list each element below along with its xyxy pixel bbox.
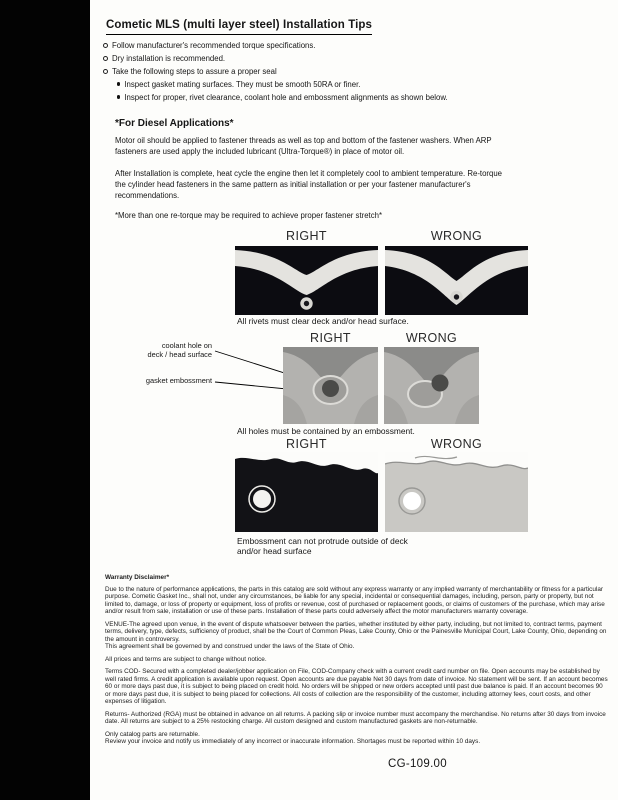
figure1-right-label: RIGHT bbox=[286, 229, 327, 243]
dot-bullet-icon bbox=[117, 95, 120, 98]
list-item bbox=[103, 54, 608, 63]
figure2-wrong-label: WRONG bbox=[405, 331, 458, 345]
coolant-hole-callout bbox=[118, 342, 212, 360]
figure1-wrong-label: WRONG bbox=[430, 229, 483, 243]
list-item bbox=[103, 41, 608, 50]
list-item bbox=[103, 67, 608, 76]
rivet-clearance-wrong-image bbox=[385, 246, 528, 315]
circle-bullet-icon bbox=[103, 56, 108, 61]
coolant-hole-right-image bbox=[283, 347, 378, 424]
callout-line: deck / head surface bbox=[147, 349, 212, 359]
circle-bullet-icon bbox=[103, 69, 108, 74]
warranty-heading: Warranty Disclaimer* bbox=[105, 574, 170, 581]
rivet-clearance-right-image bbox=[235, 246, 378, 315]
page-number: CG-109.00 bbox=[388, 758, 447, 770]
tip-text: Take the following steps to assure a proper seal bbox=[112, 67, 277, 76]
warranty-paragraph: Terms COD- Secured with a completed dealer/jobber application on File, COD-Company check with a current credit card number on file. Open accounts may be established by well rated firms. A credit application is available upon request. Open accounts are due payable Net 30 days from date of invoice. No statement will be sent. If an account becomes 60 or more days past due, it is subject to being placed on credit hold. No orders will be shipped or new orders accepted until past due balance is paid. If an account becomes 90 or more days past due, it is subject to being placed for collections. All costs of collection are the responsibility of the customer, including attorney fees, court costs, and other expenses of litigation. bbox=[105, 668, 608, 705]
warranty-paragraph: Review your invoice and notify us immediately of any incorrect or inaccurate information. Shortages must be reported within 10 days. bbox=[105, 738, 481, 745]
page-title: Cometic MLS (multi layer steel) Installation Tips bbox=[106, 19, 372, 35]
warranty-paragraph: VENUE-The agreed upon venue, in the event of dispute whatsoever between the parties, whether instituted by either party, including, but not limited to, contract terms, payment terms, delivery, type, defects, sufficiency of product, shall be the Court of Common Pleas, Lake County, Ohio or the Painesville Municipal Court, Lake County, Ohio, depending on the amount in controversy. bbox=[105, 620, 607, 643]
tip-text: Follow manufacturer's recommended torque specifications. bbox=[112, 41, 316, 50]
retorque-note: *More than one re-torque may be required to achieve proper fastener stretch* bbox=[115, 211, 382, 220]
tip-text: Dry installation is recommended. bbox=[112, 54, 226, 63]
figure3-wrong-label: WRONG bbox=[430, 437, 483, 451]
diesel-applications-heading: *For Diesel Applications* bbox=[115, 118, 234, 129]
gasket-embossment-callout: gasket embossment bbox=[145, 376, 212, 385]
warranty-paragraph: Due to the nature of performance applications, the parts in this catalog are sold without any express warranty or any implied warranty of merchantability or fitness for a particular purpose. Cometic Gasket Inc., shall not, under any circumstances, be liable for any special, incidental or consequential damages, including, person, party or property, but not limited to, damage, or loss of property or equipment, loss of profits or revenue, cost of purchased or replacement goods, or claims of customers of the purchase, which may arise and/or result from sale, installation or use of these parts. Installation of these parts could adversely affect the motor manufacturers warranty coverage. bbox=[105, 585, 605, 615]
figure2-caption: All holes must be contained by an embossment. bbox=[237, 426, 415, 436]
embossment-right-image bbox=[235, 452, 378, 532]
figure1-caption: All rivets must clear deck and/or head surface. bbox=[237, 316, 409, 326]
figure3-caption bbox=[237, 537, 477, 557]
left-margin-bar bbox=[0, 0, 90, 800]
caption-line: Embossment can not protrude outside of deck bbox=[237, 536, 408, 546]
warranty-paragraph: Only catalog parts are returnable. bbox=[105, 730, 200, 738]
list-item bbox=[117, 80, 608, 89]
warranty-paragraph: Returns- Authorized (RGA) must be obtained in advance on all returns. A packing slip or invoice number must accompany the merchandise. No returns after 30 days from invoice date. All returns are subject to a 25% restocking charge. All custom designed and custom manufactured gaskets are non-returnable. bbox=[105, 710, 606, 725]
diesel-paragraph-1: Motor oil should be applied to fastener threads as well as top and bottom of the fastener washers. When ARP fasteners are used apply the included lubricant (Ultra-Torque®) in place of motor oil. bbox=[115, 136, 492, 156]
figure3-right-label: RIGHT bbox=[286, 437, 327, 451]
tip-text: Inspect for proper, rivet clearance, coolant hole and embossment alignments as shown below. bbox=[124, 93, 448, 102]
coolant-hole-wrong-image bbox=[384, 347, 479, 424]
diesel-paragraph-2: After Installation is complete, heat cycle the engine then let it completely cool to ambient temperature. Re-torque the cylinder head fasteners in the same pattern as initial installation or per your fastener manufacturer's recommendations. bbox=[115, 169, 503, 200]
embossment-wrong-image bbox=[385, 452, 528, 532]
warranty-disclaimer bbox=[105, 574, 608, 751]
installation-tips-list bbox=[103, 41, 608, 106]
dot-bullet-icon bbox=[117, 82, 120, 85]
figure2-right-label: RIGHT bbox=[310, 331, 351, 345]
circle-bullet-icon bbox=[103, 43, 108, 48]
callout-line: coolant hole on bbox=[161, 341, 212, 350]
warranty-paragraph: This agreement shall be governed by and construed under the laws of the State of Ohio. bbox=[105, 643, 355, 650]
list-item bbox=[117, 93, 608, 102]
warranty-paragraph: All prices and terms are subject to change without notice. bbox=[105, 655, 267, 663]
caption-line: and/or head surface bbox=[237, 545, 312, 556]
tip-text: Inspect gasket mating surfaces. They must be smooth 50RA or finer. bbox=[124, 80, 361, 89]
